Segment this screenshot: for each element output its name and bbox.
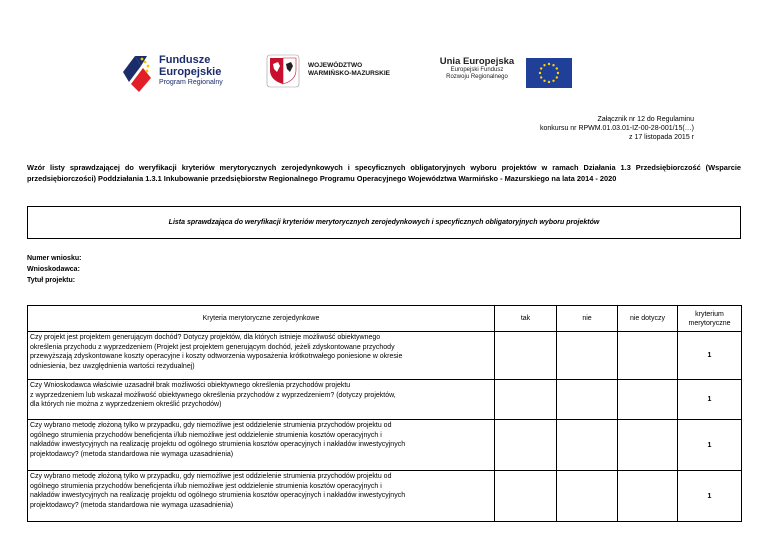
criterion-description bbox=[28, 420, 495, 471]
criterion-description bbox=[28, 471, 495, 522]
criterion-line: Czy Wnioskodawca właściwie uzasadnił brak możliwości obiektywnego określenia przychodów projektu bbox=[30, 382, 351, 389]
cell-nie-dotyczy[interactable] bbox=[618, 380, 678, 420]
wojewodztwo-text bbox=[308, 62, 390, 78]
criterion-value: 1 bbox=[678, 420, 742, 471]
cell-nie[interactable] bbox=[557, 420, 618, 471]
ue-sub2: Rozwoju Regionalnego bbox=[446, 74, 508, 80]
header-kryterium-line1: kryterium bbox=[695, 310, 724, 318]
cell-nie[interactable] bbox=[557, 332, 618, 380]
cell-nie[interactable] bbox=[557, 380, 618, 420]
header-tak: tak bbox=[495, 306, 557, 332]
eagle-crest-icon bbox=[266, 54, 300, 88]
cell-tak[interactable] bbox=[495, 332, 557, 380]
table-row bbox=[28, 332, 742, 380]
criterion-line: odniesienia, bez uwzględnienia wartości rezydualnej) bbox=[30, 362, 195, 370]
field-tytul-projektu: Tytuł projektu: bbox=[27, 277, 76, 284]
annex-line3: z 17 listopada 2015 r bbox=[629, 134, 694, 141]
eu-flag-icon bbox=[526, 58, 572, 88]
criterion-value: 1 bbox=[678, 380, 742, 420]
criterion-description bbox=[28, 380, 495, 420]
criteria-table bbox=[27, 305, 742, 522]
criterion-line: ogólnego strumienia przychodów beneficjenta i/lub niemożliwe jest oddzielenie strumienia kosztów operacyjnych i bbox=[30, 431, 382, 439]
cell-nie-dotyczy[interactable] bbox=[618, 471, 678, 522]
table-row bbox=[28, 420, 742, 471]
criterion-line: ogólnego strumienia przychodów beneficjenta i/lub niemożliwe jest oddzielenie strumienia kosztów operacyjnych i bbox=[30, 482, 382, 490]
criterion-line: Czy wybrano metodę złożoną tylko w przypadku, gdy niemożliwe jest oddzielenie strumienia przychodów projektu od bbox=[30, 422, 392, 429]
criterion-line: Czy projekt jest projektem generującym dochód? Dotyczy projektów, dla których istnieje możliwość obiektywnego bbox=[30, 334, 381, 341]
criterion-line: projektodawcy? (metoda standardowa nie wymaga uzasadnienia) bbox=[30, 501, 234, 509]
wm-line1: WOJEWÓDZTWO bbox=[308, 62, 363, 69]
application-fields bbox=[27, 253, 81, 286]
criterion-line: dla których nie można z wyprzedzeniem określić przychodów) bbox=[30, 401, 222, 409]
criterion-line: Czy wybrano metodę złożoną tylko w przypadku, gdy niemożliwe jest oddzielenie strumienia przychodów projektu od bbox=[30, 473, 392, 480]
header-kryterium bbox=[678, 306, 742, 332]
fe-line1: Fundusze bbox=[159, 54, 211, 66]
list-title-text: Lista sprawdzająca do weryfikacji kryteriów merytorycznych zerojedynkowych i specyficznych obligatoryjnych wyboru projektów bbox=[168, 219, 600, 226]
fundusze-europejskie-text bbox=[159, 54, 223, 88]
field-wnioskodawca: Wnioskodawca: bbox=[27, 266, 80, 273]
header-nie-dotyczy: nie dotyczy bbox=[618, 306, 678, 332]
table-row bbox=[28, 471, 742, 522]
fe-line2: Europejskie bbox=[159, 66, 222, 78]
criterion-line: określenia przychodu z wyprzedzeniem (Projekt jest projektem generującym dochód, jeżeli zdyskontowane przychody bbox=[30, 343, 395, 351]
header-nie: nie bbox=[557, 306, 618, 332]
field-numer-wniosku: Numer wniosku: bbox=[27, 255, 82, 262]
cell-tak[interactable] bbox=[495, 420, 557, 471]
annex-note bbox=[540, 115, 694, 142]
cell-nie[interactable] bbox=[557, 471, 618, 522]
criterion-description bbox=[28, 332, 495, 380]
header-criteria: Kryteria merytoryczne zerojedynkowe bbox=[28, 306, 495, 332]
fundusze-europejskie-logo bbox=[121, 50, 271, 94]
wm-line2: WARMIŃSKO-MAZURSKIE bbox=[308, 70, 390, 77]
criterion-line: z wyprzedzeniem lub wskazał możliwość obiektywnego określenia przychodów z wyprzedzeniem? (dotyczy projektów, bbox=[30, 391, 396, 399]
ue-title: Unia Europejska bbox=[439, 56, 515, 67]
cell-nie-dotyczy[interactable] bbox=[618, 332, 678, 380]
annex-line1: Załącznik nr 12 do Regulaminu bbox=[597, 116, 694, 123]
criterion-value: 1 bbox=[678, 332, 742, 380]
header-kryterium-line2: merytoryczne bbox=[688, 319, 731, 327]
criterion-line: przewyższają zdyskontowane koszty operacyjne i koszty odtworzenia wyposażenia krótkotrwałego poniesione w okresie bbox=[30, 353, 403, 361]
unia-europejska-text bbox=[432, 56, 522, 81]
ue-sub1: Europejski Fundusz bbox=[450, 67, 504, 73]
table-row bbox=[28, 380, 742, 420]
criterion-line: nakładów inwestycyjnych na realizację projektu od ogólnego strumienia kosztów operacyjnych i nakładów inwestycyjnych bbox=[30, 441, 406, 449]
unia-europejska-logo bbox=[432, 54, 572, 94]
criterion-value: 1 bbox=[678, 471, 742, 522]
document-title: Wzór listy sprawdzającej do weryfikacji kryteriów merytorycznych zerojedynkowych i specyficznych obligatoryjnych wyboru projektów w ramach Działania 1.3 Przedsiębiorczość (Wsparcie przedsiębiorczości) Poddziałania 1.3.1 Inkubowanie przedsiębiorstw Regionalnego Programu Operacyjnego Województwa Warmińsko - Mazurskiego na lata 2014 - 2020 bbox=[27, 163, 741, 183]
criterion-line: nakładów inwestycyjnych na realizację projektu od ogólnego strumienia kosztów operacyjnych i nakładów inwestycyjnych bbox=[30, 492, 406, 500]
wojewodztwo-logo bbox=[266, 52, 406, 92]
cell-tak[interactable] bbox=[495, 471, 557, 522]
logo-bar bbox=[0, 50, 768, 94]
table-header-row bbox=[28, 306, 742, 332]
cell-nie-dotyczy[interactable] bbox=[618, 420, 678, 471]
list-title-box bbox=[27, 206, 741, 239]
cell-tak[interactable] bbox=[495, 380, 557, 420]
criterion-line: projektodawcy? (metoda standardowa nie wymaga uzasadnienia) bbox=[30, 450, 234, 458]
fundusze-europejskie-mark-icon bbox=[121, 52, 153, 92]
fe-line3: Program Regionalny bbox=[159, 79, 223, 86]
annex-line2: konkursu nr RPWM.01.03.01-IZ-00-28-001/15(…) bbox=[539, 125, 694, 132]
